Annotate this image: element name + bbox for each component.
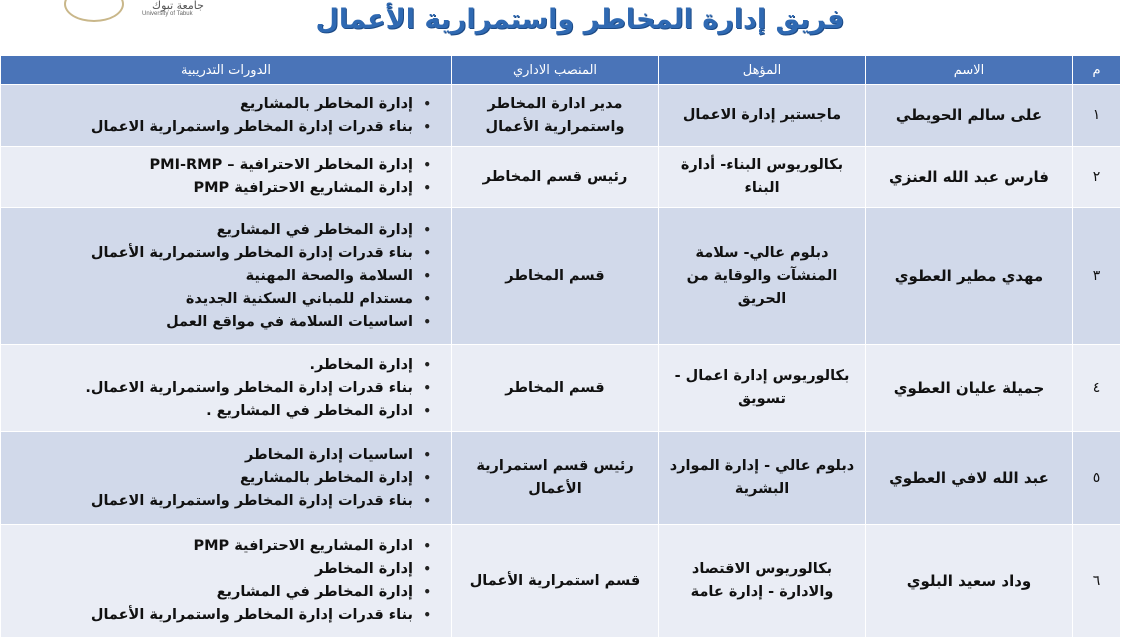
table-header-row	[1, 56, 1121, 85]
cell-qualification: بكالوريوس الاقتصاد والادارة - إدارة عامة	[659, 525, 866, 638]
table-row	[1, 208, 1121, 345]
cell-num: ٥	[1073, 432, 1121, 525]
cell-name: فارس عبد الله العنزي	[866, 147, 1073, 208]
course-item: • إدارة المخاطر في المشاريع	[7, 219, 431, 242]
course-item: • إدارة المخاطر بالمشاريع	[7, 93, 431, 116]
cell-courses	[1, 525, 452, 638]
courses-list	[7, 354, 431, 423]
cell-position: قسم استمرارية الأعمال	[452, 525, 659, 638]
course-item: • اساسيات السلامة في مواقع العمل	[7, 311, 431, 334]
courses-list	[7, 219, 431, 334]
course-item: • إدارة المخاطر في المشاريع	[7, 581, 431, 604]
table-row	[1, 345, 1121, 432]
cell-qualification: دبلوم عالي- سلامة المنشآت والوقاية من الحريق	[659, 208, 866, 345]
course-item: • بناء قدرات إدارة المخاطر واستمرارية الأعمال	[7, 242, 431, 265]
table-row	[1, 432, 1121, 525]
course-item: • ادارة المخاطر في المشاريع .	[7, 400, 431, 423]
course-item: • بناء قدرات إدارة المخاطر واستمرارية الاعمال.	[7, 377, 431, 400]
course-item: • إدارة المخاطر.	[7, 354, 431, 377]
cell-num: ٣	[1073, 208, 1121, 345]
cell-position: قسم المخاطر	[452, 345, 659, 432]
course-item: • إدارة المخاطر الاحترافية – PMI-RMP	[7, 154, 431, 177]
header-name: الاسم	[866, 56, 1073, 85]
table-row	[1, 85, 1121, 147]
header-qualification: المؤهل	[659, 56, 866, 85]
course-item: • بناء قدرات إدارة المخاطر واستمرارية الاعمال	[7, 490, 431, 513]
cell-name: وداد سعيد البلوي	[866, 525, 1073, 638]
cell-qualification: ماجستير إدارة الاعمال	[659, 85, 866, 147]
university-logo	[64, 0, 204, 22]
logo-emblem-icon	[64, 0, 124, 22]
cell-num: ٢	[1073, 147, 1121, 208]
cell-position: رئيس قسم استمرارية الأعمال	[452, 432, 659, 525]
header-position: المنصب الاداري	[452, 56, 659, 85]
cell-num: ٤	[1073, 345, 1121, 432]
cell-qualification: بكالوريوس البناء- أدارة البناء	[659, 147, 866, 208]
cell-name: مهدي مطير العطوي	[866, 208, 1073, 345]
cell-qualification: دبلوم عالي - إدارة الموارد البشرية	[659, 432, 866, 525]
courses-list	[7, 444, 431, 513]
logo-text-arabic: جامعة تبوك	[152, 0, 204, 12]
course-item: • بناء قدرات إدارة المخاطر واستمرارية الاعمال	[7, 116, 431, 139]
page-title: فريق إدارة المخاطر واستمرارية الأعمال	[315, 4, 845, 35]
course-item: • إدارة المخاطر بالمشاريع	[7, 467, 431, 490]
logo-text-english: University of Tabuk	[142, 11, 193, 17]
course-item: • بناء قدرات إدارة المخاطر واستمرارية الأعمال	[7, 604, 431, 627]
cell-qualification: بكالوريوس إدارة اعمال - تسويق	[659, 345, 866, 432]
cell-courses	[1, 432, 452, 525]
course-item: • ادارة المشاريع الاحترافية PMP	[7, 535, 431, 558]
cell-position: مدير ادارة المخاطر واستمرارية الأعمال	[452, 85, 659, 147]
courses-list	[7, 154, 431, 200]
course-item: • السلامة والصحة المهنية	[7, 265, 431, 288]
courses-list	[7, 535, 431, 627]
table-row	[1, 525, 1121, 638]
cell-position: رئيس قسم المخاطر	[452, 147, 659, 208]
cell-courses	[1, 85, 452, 147]
cell-name: عبد الله لافي العطوي	[866, 432, 1073, 525]
cell-name: على سالم الحويطي	[866, 85, 1073, 147]
cell-name: جميلة عليان العطوي	[866, 345, 1073, 432]
course-item: • إدارة المخاطر	[7, 558, 431, 581]
team-table	[0, 55, 1121, 638]
course-item: • مستدام للمباني السكنية الجديدة	[7, 288, 431, 311]
courses-list	[7, 93, 431, 139]
header-courses: الدورات التدريبية	[1, 56, 452, 85]
course-item: • إدارة المشاريع الاحترافية PMP	[7, 177, 431, 200]
cell-courses	[1, 208, 452, 345]
course-item: • اساسيات إدارة المخاطر	[7, 444, 431, 467]
cell-num: ٦	[1073, 525, 1121, 638]
cell-courses	[1, 147, 452, 208]
cell-position: قسم المخاطر	[452, 208, 659, 345]
header-num: م	[1073, 56, 1121, 85]
table-row	[1, 147, 1121, 208]
cell-courses	[1, 345, 452, 432]
cell-num: ١	[1073, 85, 1121, 147]
